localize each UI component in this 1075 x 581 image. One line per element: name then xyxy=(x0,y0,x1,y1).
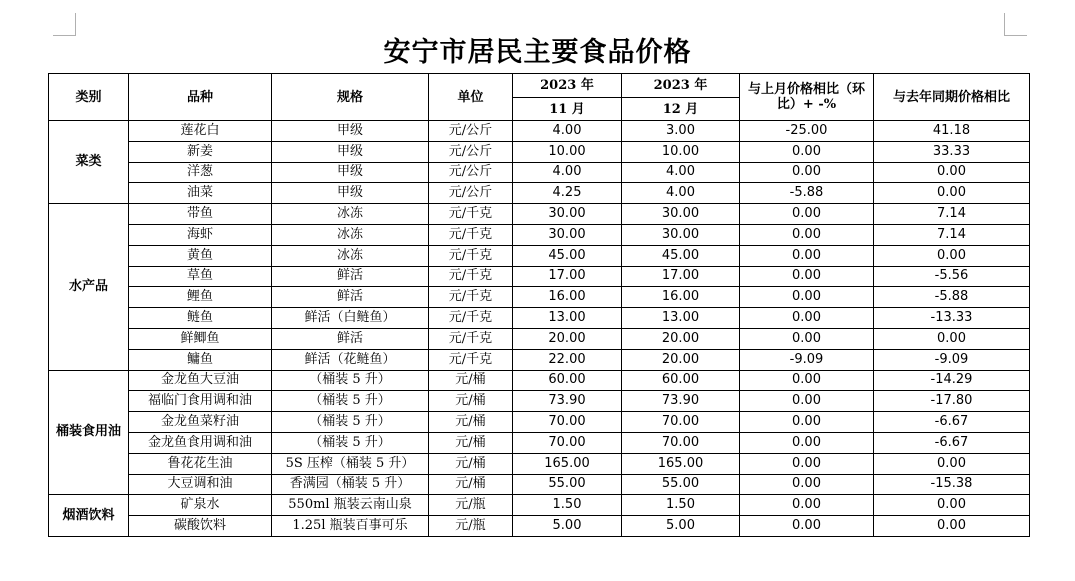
spec-cell: （桶装 5 升） xyxy=(272,391,429,412)
item-cell: 鳙鱼 xyxy=(129,349,272,370)
nov-price-cell: 4.25 xyxy=(513,183,622,204)
header-nov-year: 2023 年 xyxy=(513,74,622,98)
dec-price-cell: 16.00 xyxy=(622,287,740,308)
header-yoy: 与去年同期价格相比 xyxy=(874,74,1030,121)
item-cell: 鲜鲫鱼 xyxy=(129,328,272,349)
unit-cell: 元/桶 xyxy=(429,474,513,495)
yoy-change-cell: 33.33 xyxy=(874,141,1030,162)
table-row xyxy=(49,287,1030,308)
mom-change-cell: 0.00 xyxy=(740,432,874,453)
item-cell: 洋葱 xyxy=(129,162,272,183)
mom-change-cell: 0.00 xyxy=(740,370,874,391)
nov-price-cell: 30.00 xyxy=(513,224,622,245)
yoy-change-cell: 0.00 xyxy=(874,516,1030,537)
spec-cell: 550ml 瓶装云南山泉 xyxy=(272,495,429,516)
spec-cell: 5S 压榨（桶装 5 升） xyxy=(272,453,429,474)
nov-price-cell: 55.00 xyxy=(513,474,622,495)
nov-price-cell: 60.00 xyxy=(513,370,622,391)
table-row xyxy=(49,224,1030,245)
category-cell: 桶装食用油 xyxy=(49,370,129,495)
unit-cell: 元/千克 xyxy=(429,245,513,266)
yoy-change-cell: -13.33 xyxy=(874,308,1030,329)
unit-cell: 元/桶 xyxy=(429,432,513,453)
table-row xyxy=(49,349,1030,370)
header-dec-month: 12 月 xyxy=(622,98,740,121)
item-cell: 带鱼 xyxy=(129,204,272,225)
dec-price-cell: 30.00 xyxy=(622,224,740,245)
unit-cell: 元/千克 xyxy=(429,287,513,308)
yoy-change-cell: -14.29 xyxy=(874,370,1030,391)
table-row xyxy=(49,183,1030,204)
item-cell: 莲花白 xyxy=(129,121,272,142)
dec-price-cell: 45.00 xyxy=(622,245,740,266)
dec-price-cell: 20.00 xyxy=(622,349,740,370)
price-table xyxy=(48,73,1030,537)
item-cell: 金龙鱼菜籽油 xyxy=(129,412,272,433)
spec-cell: 鲜活（花鲢鱼） xyxy=(272,349,429,370)
nov-price-cell: 22.00 xyxy=(513,349,622,370)
crop-mark-top-left xyxy=(53,13,76,36)
unit-cell: 元/公斤 xyxy=(429,121,513,142)
spec-cell: 1.25l 瓶装百事可乐 xyxy=(272,516,429,537)
category-cell: 菜类 xyxy=(49,121,129,204)
item-cell: 新姜 xyxy=(129,141,272,162)
header-unit: 单位 xyxy=(429,74,513,121)
unit-cell: 元/瓶 xyxy=(429,516,513,537)
unit-cell: 元/千克 xyxy=(429,224,513,245)
unit-cell: 元/千克 xyxy=(429,349,513,370)
dec-price-cell: 73.90 xyxy=(622,391,740,412)
mom-change-cell: 0.00 xyxy=(740,162,874,183)
table-row xyxy=(49,516,1030,537)
unit-cell: 元/千克 xyxy=(429,266,513,287)
unit-cell: 元/千克 xyxy=(429,204,513,225)
unit-cell: 元/公斤 xyxy=(429,141,513,162)
dec-price-cell: 30.00 xyxy=(622,204,740,225)
spec-cell: 鲜活 xyxy=(272,266,429,287)
unit-cell: 元/公斤 xyxy=(429,162,513,183)
spec-cell: 甲级 xyxy=(272,162,429,183)
dec-price-cell: 60.00 xyxy=(622,370,740,391)
spec-cell: 鲜活 xyxy=(272,328,429,349)
item-cell: 大豆调和油 xyxy=(129,474,272,495)
unit-cell: 元/桶 xyxy=(429,453,513,474)
table-row xyxy=(49,432,1030,453)
nov-price-cell: 73.90 xyxy=(513,391,622,412)
table-row xyxy=(49,391,1030,412)
table-row xyxy=(49,474,1030,495)
nov-price-cell: 165.00 xyxy=(513,453,622,474)
spec-cell: 冰冻 xyxy=(272,245,429,266)
item-cell: 鲁花花生油 xyxy=(129,453,272,474)
spec-cell: 冰冻 xyxy=(272,224,429,245)
item-cell: 金龙鱼大豆油 xyxy=(129,370,272,391)
nov-price-cell: 4.00 xyxy=(513,121,622,142)
header-dec-year: 2023 年 xyxy=(622,74,740,98)
table-row xyxy=(49,162,1030,183)
mom-change-cell: 0.00 xyxy=(740,204,874,225)
yoy-change-cell: 0.00 xyxy=(874,328,1030,349)
header-category: 类别 xyxy=(49,74,129,121)
header-mom: 与上月价格相比（环比）+ -% xyxy=(740,74,874,121)
spec-cell: （桶装 5 升） xyxy=(272,412,429,433)
dec-price-cell: 165.00 xyxy=(622,453,740,474)
yoy-change-cell: -6.67 xyxy=(874,432,1030,453)
yoy-change-cell: 0.00 xyxy=(874,162,1030,183)
page-title: 安宁市居民主要食品价格 xyxy=(383,37,692,68)
yoy-change-cell: 0.00 xyxy=(874,495,1030,516)
table-row xyxy=(49,453,1030,474)
spec-cell: （桶装 5 升） xyxy=(272,370,429,391)
table-row xyxy=(49,308,1030,329)
yoy-change-cell: -15.38 xyxy=(874,474,1030,495)
spec-cell: 鲜活 xyxy=(272,287,429,308)
yoy-change-cell: -6.67 xyxy=(874,412,1030,433)
mom-change-cell: -25.00 xyxy=(740,121,874,142)
mom-change-cell: -5.88 xyxy=(740,183,874,204)
price-table-body xyxy=(49,121,1030,537)
table-row xyxy=(49,328,1030,349)
dec-price-cell: 13.00 xyxy=(622,308,740,329)
unit-cell: 元/桶 xyxy=(429,391,513,412)
table-row xyxy=(49,266,1030,287)
mom-change-cell: 0.00 xyxy=(740,308,874,329)
spec-cell: 鲜活（白鲢鱼） xyxy=(272,308,429,329)
mom-change-cell: 0.00 xyxy=(740,328,874,349)
dec-price-cell: 5.00 xyxy=(622,516,740,537)
nov-price-cell: 4.00 xyxy=(513,162,622,183)
item-cell: 草鱼 xyxy=(129,266,272,287)
nov-price-cell: 17.00 xyxy=(513,266,622,287)
table-row xyxy=(49,204,1030,225)
yoy-change-cell: -5.56 xyxy=(874,266,1030,287)
mom-change-cell: 0.00 xyxy=(740,516,874,537)
dec-price-cell: 3.00 xyxy=(622,121,740,142)
mom-change-cell: 0.00 xyxy=(740,245,874,266)
item-cell: 鲤鱼 xyxy=(129,287,272,308)
yoy-change-cell: -9.09 xyxy=(874,349,1030,370)
table-row xyxy=(49,370,1030,391)
yoy-change-cell: 7.14 xyxy=(874,224,1030,245)
mom-change-cell: 0.00 xyxy=(740,453,874,474)
nov-price-cell: 5.00 xyxy=(513,516,622,537)
nov-price-cell: 16.00 xyxy=(513,287,622,308)
item-cell: 鲢鱼 xyxy=(129,308,272,329)
unit-cell: 元/公斤 xyxy=(429,183,513,204)
dec-price-cell: 17.00 xyxy=(622,266,740,287)
table-row xyxy=(49,245,1030,266)
mom-change-cell: 0.00 xyxy=(740,474,874,495)
item-cell: 矿泉水 xyxy=(129,495,272,516)
header-nov-month: 11 月 xyxy=(513,98,622,121)
spec-cell: 香满园（桶装 5 升） xyxy=(272,474,429,495)
dec-price-cell: 55.00 xyxy=(622,474,740,495)
table-row xyxy=(49,121,1030,142)
yoy-change-cell: -17.80 xyxy=(874,391,1030,412)
nov-price-cell: 13.00 xyxy=(513,308,622,329)
dec-price-cell: 20.00 xyxy=(622,328,740,349)
unit-cell: 元/千克 xyxy=(429,328,513,349)
dec-price-cell: 70.00 xyxy=(622,432,740,453)
item-cell: 黄鱼 xyxy=(129,245,272,266)
table-row xyxy=(49,412,1030,433)
mom-change-cell: 0.00 xyxy=(740,224,874,245)
category-cell: 烟酒饮料 xyxy=(49,495,129,537)
header-spec: 规格 xyxy=(272,74,429,121)
dec-price-cell: 10.00 xyxy=(622,141,740,162)
spec-cell: 甲级 xyxy=(272,183,429,204)
dec-price-cell: 70.00 xyxy=(622,412,740,433)
nov-price-cell: 70.00 xyxy=(513,432,622,453)
header-item: 品种 xyxy=(129,74,272,121)
mom-change-cell: 0.00 xyxy=(740,141,874,162)
yoy-change-cell: 0.00 xyxy=(874,453,1030,474)
category-cell: 水产品 xyxy=(49,204,129,370)
item-cell: 福临门食用调和油 xyxy=(129,391,272,412)
table-row xyxy=(49,495,1030,516)
nov-price-cell: 30.00 xyxy=(513,204,622,225)
dec-price-cell: 4.00 xyxy=(622,162,740,183)
nov-price-cell: 20.00 xyxy=(513,328,622,349)
yoy-change-cell: 41.18 xyxy=(874,121,1030,142)
table-row xyxy=(49,141,1030,162)
item-cell: 油菜 xyxy=(129,183,272,204)
item-cell: 海虾 xyxy=(129,224,272,245)
yoy-change-cell: 0.00 xyxy=(874,245,1030,266)
spec-cell: （桶装 5 升） xyxy=(272,432,429,453)
yoy-change-cell: -5.88 xyxy=(874,287,1030,308)
unit-cell: 元/桶 xyxy=(429,412,513,433)
yoy-change-cell: 0.00 xyxy=(874,183,1030,204)
nov-price-cell: 70.00 xyxy=(513,412,622,433)
unit-cell: 元/瓶 xyxy=(429,495,513,516)
item-cell: 碳酸饮料 xyxy=(129,516,272,537)
nov-price-cell: 1.50 xyxy=(513,495,622,516)
dec-price-cell: 1.50 xyxy=(622,495,740,516)
mom-change-cell: 0.00 xyxy=(740,287,874,308)
spec-cell: 甲级 xyxy=(272,141,429,162)
mom-change-cell: 0.00 xyxy=(740,495,874,516)
spec-cell: 甲级 xyxy=(272,121,429,142)
mom-change-cell: 0.00 xyxy=(740,266,874,287)
mom-change-cell: 0.00 xyxy=(740,412,874,433)
item-cell: 金龙鱼食用调和油 xyxy=(129,432,272,453)
nov-price-cell: 45.00 xyxy=(513,245,622,266)
yoy-change-cell: 7.14 xyxy=(874,204,1030,225)
unit-cell: 元/桶 xyxy=(429,370,513,391)
unit-cell: 元/千克 xyxy=(429,308,513,329)
crop-mark-top-right xyxy=(1004,13,1027,36)
dec-price-cell: 4.00 xyxy=(622,183,740,204)
nov-price-cell: 10.00 xyxy=(513,141,622,162)
mom-change-cell: 0.00 xyxy=(740,391,874,412)
mom-change-cell: -9.09 xyxy=(740,349,874,370)
spec-cell: 冰冻 xyxy=(272,204,429,225)
